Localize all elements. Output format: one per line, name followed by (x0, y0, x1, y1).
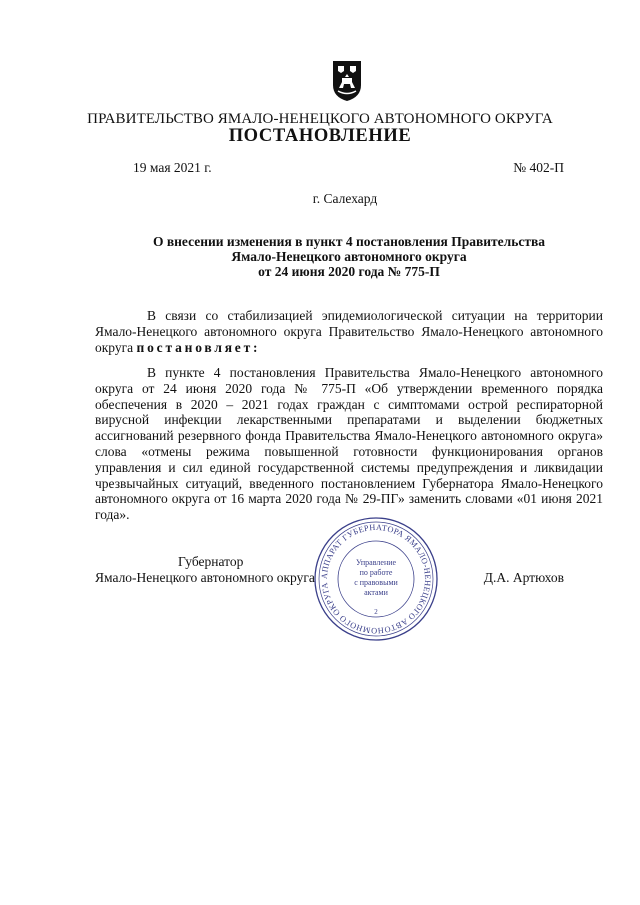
stamp-number: 2 (374, 608, 378, 616)
document-city: г. Салехард (312, 191, 378, 206)
title-line-1: О внесении изменения в пункт 4 постановления Правительства (152, 234, 546, 249)
signatory-name: Д.А. Артюхов (483, 570, 564, 585)
signatory-position-line-1: Губернатор (178, 554, 244, 569)
title-line-3: от 24 июня 2020 года № 775-П (258, 264, 440, 279)
stamp-center-line-1: Управление (355, 558, 397, 567)
preamble-text: В связи со стабилизацией эпидемиологической ситуации на территории Ямало-Ненецкого автономного округа Правительство Ямало-Ненецкого автономного округа (95, 308, 603, 355)
document-number: № 402-П (513, 160, 564, 175)
stamp-ring-text: АППАРАТ ГУБЕРНАТОРА ЯМАЛО-НЕНЕЦКОГО АВТОНОМНОГО ОКРУГА (319, 522, 433, 636)
document-date: 19 мая 2021 г. (133, 160, 212, 175)
title-line-2: Ямало-Ненецкого автономного округа (231, 249, 467, 264)
stamp-center-line-2: по работе (359, 568, 393, 577)
paragraph-main: В пункте 4 постановления Правительства Ямало-Ненецкого автономного округа от 24 июня 2020 года № 775-П «Об утверждении временного порядка обеспечения в 2020 – 2021 годах граждан с симптомами острой респираторной вирусной инфекции лекарственными препаратами и выделении бюджетных ассигнований резервного фонда Правительства Ямало-Ненецкого автономного округа» слова «отмены режима повышенной готовности функционирования органов управления и сил единой государственной системы предупреждения и ликвидации чрезвычайных ситуаций, введенного постановлением Губернатора Ямало-Ненецкого автономного округа от 16 марта 2020 года № 29-ПГ» заменить словами «01 июня 2021 года». (95, 365, 603, 523)
official-stamp (312, 515, 440, 643)
stamp-center-line-3: с правовыми (354, 578, 398, 587)
signatory-position-line-2: Ямало-Ненецкого автономного округа (95, 570, 315, 585)
document-type: ПОСТАНОВЛЕНИЕ (228, 126, 412, 146)
organization-name: ПРАВИТЕЛЬСТВО ЯМАЛО-НЕНЕЦКОГО АВТОНОМНОГО ОКРУГА (87, 111, 553, 127)
document-title (95, 234, 603, 279)
stamp-center-line-4: актами (364, 588, 388, 597)
decree-word: постановляет: (136, 339, 261, 355)
yamal-coat-of-arms-icon (330, 58, 364, 102)
paragraph-preamble (95, 308, 603, 355)
